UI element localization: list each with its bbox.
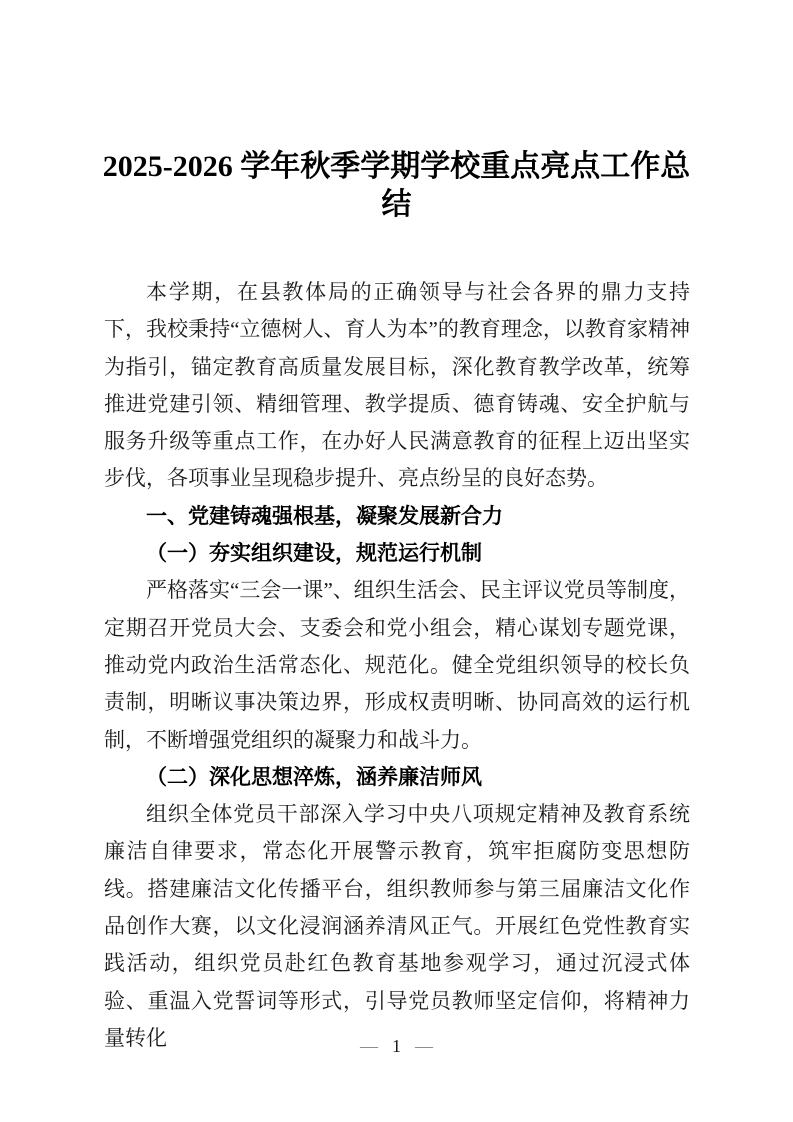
section-1-heading: 一、党建铸魂强根基，凝聚发展新合力 [146, 503, 503, 528]
document-title: 2025-2026 学年秋季学期学校重点亮点工作总结 [102, 150, 691, 221]
footer-dash-left: — [360, 1036, 378, 1056]
subsection-1-1-heading: （一）夯实组织建设，规范运行机制 [146, 541, 482, 566]
subsection-1-1-paragraph: 严格落实“三会一课”、组织生活会、民主评议党员等制度，定期召开党员大会、支委会和党小组会，精心谋划专题党课，推动党内政治生活常态化、规范化。健全党组织领导的校长负责制，明晰议事决策边界，形成权责明晰、协同高效的运行机制，不断增强党组织的凝聚力和战斗力。 [104, 578, 690, 752]
page-number: 1 [392, 1036, 401, 1056]
subsection-1-2-paragraph: 组织全体党员干部深入学习中央八项规定精神及教育系统廉洁自律要求，常态化开展警示教育，筑牢拒腐防变思想防线。搭建廉洁文化传播平台，组织教师参与第三届廉洁文化作品创作大赛，以文化浸润涵养清风正气。开展红色党性教育实践活动，组织党员赴红色教育基地参观学习，通过沉浸式体验、重温入党誓词等形式，引导党员教师坚定信仰，将精神力量转化 [104, 802, 690, 1050]
footer-dash-right: — [415, 1036, 433, 1056]
page-footer [0, 1036, 793, 1056]
document-body [104, 274, 690, 1057]
intro-paragraph: 本学期，在县教体局的正确领导与社会各界的鼎力支持下，我校秉持“立德树人、育人为本”的教育理念，以教育家精神为指引，锚定教育高质量发展目标，深化教育教学改革，统筹推进党建引领、精细管理、教学提质、德育铸魂、安全护航与服务升级等重点工作，在办好人民满意教育的征程上迈出坚实步伐，各项事业呈现稳步提升、亮点纷呈的良好态势。 [104, 280, 690, 491]
subsection-1-2-heading: （二）深化思想淬炼，涵养廉洁师风 [146, 764, 482, 789]
